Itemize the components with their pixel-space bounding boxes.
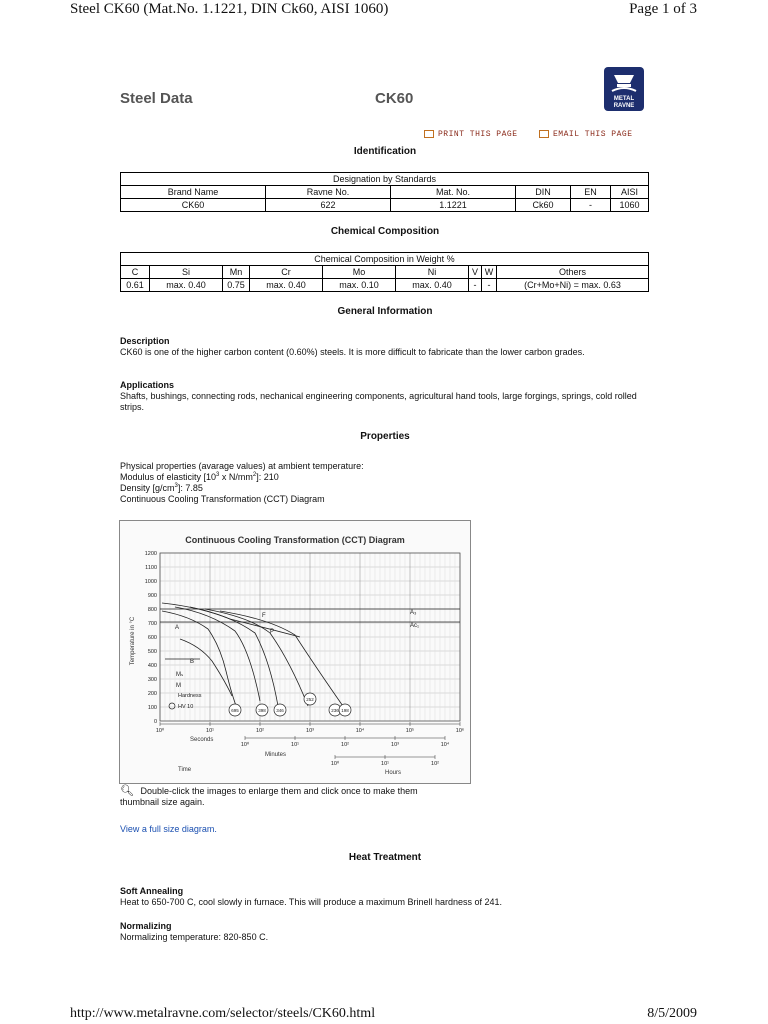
- cct-ylabel: Temperature in °C: [130, 616, 136, 666]
- a3-label: A₃: [410, 610, 417, 616]
- cct-diagram-image[interactable]: [119, 520, 471, 784]
- seconds-label: Seconds: [190, 737, 214, 743]
- full-size-diagram-link[interactable]: View a full size diagram.: [120, 824, 217, 834]
- x-tick-label: 10²: [256, 728, 264, 734]
- elasticity-line: Modulus of elasticity [$10^3$ x $N/mm^2$]: 210: [120, 472, 279, 482]
- applications-block: [120, 380, 650, 413]
- minutes-label: Minutes: [265, 752, 287, 758]
- density-line: Density $[g/cm^3]$: 7.85: [120, 483, 203, 493]
- print-header: [0, 0, 768, 26]
- physical-properties-line: Physical properties (avarage values) at ambient temperature:: [120, 461, 364, 471]
- y-tick-label: 0: [153, 719, 157, 725]
- hardness-label: Hardness: [178, 693, 202, 699]
- print-link[interactable]: PRINT THIS PAGE: [424, 130, 518, 139]
- column-header: Ravne No.: [266, 186, 391, 199]
- column-header: Cr: [250, 266, 323, 279]
- austenite-label: A: [175, 625, 180, 631]
- column-header: AISI: [611, 186, 649, 199]
- pearlite-label: P: [270, 629, 275, 635]
- chemical-table: [120, 252, 649, 292]
- page-number: Page 1 of 3: [629, 1, 697, 17]
- x-tick-label: 10⁰: [330, 761, 340, 767]
- column-header: Si: [150, 266, 223, 279]
- zoom-hint: [120, 786, 450, 808]
- normalizing-label: Normalizing: [120, 921, 172, 931]
- y-tick-label: 700: [147, 621, 157, 627]
- column-header: Mn: [223, 266, 250, 279]
- general-heading: General Information: [337, 306, 433, 317]
- metal-ravne-logo[interactable]: [604, 67, 644, 111]
- cct-caption: Continuous Cooling Transformation (CCT) Diagram: [120, 494, 325, 504]
- column-header: Others: [497, 266, 649, 279]
- y-tick-label: 1200: [144, 551, 157, 557]
- y-tick-label: 500: [147, 649, 157, 655]
- cct-curve: [220, 611, 345, 709]
- table-cell: (Cr+Mo+Ni) = max. 0.63: [497, 279, 649, 292]
- table-caption: Designation by Standards: [121, 173, 649, 186]
- y-tick-label: 800: [147, 607, 157, 613]
- column-header: Brand Name: [121, 186, 266, 199]
- column-header: W: [482, 266, 497, 279]
- soft-annealing-text: Heat to 650-700 C, cool slowly in furnace. This will produce a maximum Brinell hardness of 241.: [120, 897, 503, 907]
- properties-heading: Properties: [360, 431, 410, 442]
- ms-label: Mₛ: [176, 672, 184, 678]
- y-tick-label: 1100: [145, 565, 157, 571]
- hardness-value: 198: [341, 708, 349, 713]
- x-tick-label: 10⁶: [455, 728, 465, 734]
- x-tick-label: 10⁰: [155, 728, 165, 734]
- logo-text-1: METAL: [613, 96, 635, 102]
- applications-text: Shafts, bushings, connecting rods, nechanical engineering components, agricultural hand tools, large forgings, springs, cold rolled strips.: [120, 391, 637, 412]
- table-cell: CK60: [121, 199, 266, 212]
- column-header: DIN: [516, 186, 571, 199]
- y-tick-label: 100: [147, 705, 157, 711]
- table-cell: max. 0.10: [323, 279, 396, 292]
- column-header: C: [121, 266, 150, 279]
- page-heading: Steel Data: [120, 90, 193, 107]
- y-tick-label: 200: [147, 691, 157, 697]
- x-tick-label: 10¹: [291, 742, 299, 748]
- heat-treatment-heading: Heat Treatment: [348, 852, 422, 863]
- table-cell: -: [469, 279, 482, 292]
- x-tick-label: 10⁴: [355, 728, 365, 734]
- zoom-hint-text: Double-click the images to enlarge them and click once to make them thumbnail size again.: [120, 786, 418, 807]
- cct-curve: [175, 607, 260, 701]
- cct-diagram: [120, 521, 470, 783]
- print-date: 8/5/2009: [647, 1006, 697, 1021]
- table-cell: 0.75: [223, 279, 250, 292]
- description-block: [120, 336, 650, 358]
- table-caption: Chemical Composition in Weight %: [121, 253, 649, 266]
- hardness-value: 695: [231, 708, 239, 713]
- table-cell: 1060: [611, 199, 649, 212]
- x-tick-label: 10²: [341, 742, 349, 748]
- hardness-value: 236: [331, 708, 339, 713]
- table-cell: Ck60: [516, 199, 571, 212]
- chemical-heading: Chemical Composition: [330, 226, 440, 237]
- column-header: EN: [571, 186, 611, 199]
- table-cell: max. 0.40: [396, 279, 469, 292]
- hardness-value: 252: [306, 697, 314, 702]
- column-header: Mat. No.: [391, 186, 516, 199]
- table-cell: 1.1221: [391, 199, 516, 212]
- email-link[interactable]: EMAIL THIS PAGE: [539, 130, 633, 139]
- table-cell: 0.61: [121, 279, 150, 292]
- table-cell: max. 0.40: [150, 279, 223, 292]
- identification-table: [120, 172, 649, 212]
- cct-curve: [205, 609, 308, 706]
- x-tick-label: 10⁵: [405, 728, 415, 734]
- y-tick-label: 600: [147, 635, 157, 641]
- x-tick-label: 10⁴: [440, 742, 450, 748]
- x-tick-label: 10⁰: [240, 742, 250, 748]
- x-tick-label: 10³: [391, 742, 399, 748]
- identification-heading: Identification: [353, 146, 417, 157]
- logo-text-2: RAVNE: [613, 103, 635, 109]
- table-cell: max. 0.40: [250, 279, 323, 292]
- ferrite-label: F: [262, 613, 266, 619]
- time-label: Time: [178, 767, 192, 773]
- steel-grade: CK60: [375, 90, 414, 107]
- x-tick-label: 10²: [431, 761, 439, 767]
- page-url: http://www.metalravne.com/selector/steels/CK60.html: [70, 1006, 376, 1021]
- column-header: Ni: [396, 266, 469, 279]
- cct-curve: [180, 639, 232, 696]
- ac1-label: Ac₁: [410, 623, 420, 629]
- bainite-label: B: [190, 659, 195, 665]
- column-header: Mo: [323, 266, 396, 279]
- y-tick-label: 1000: [144, 579, 157, 585]
- hv-label: HV 10: [178, 704, 194, 710]
- y-tick-label: 400: [147, 663, 157, 669]
- envelope-icon: [539, 130, 549, 138]
- normalizing-block: [120, 921, 650, 943]
- table-cell: 622: [266, 199, 391, 212]
- y-tick-label: 900: [147, 593, 157, 599]
- x-tick-label: 10³: [306, 728, 314, 734]
- hardness-value: 398: [258, 708, 266, 713]
- description-text: CK60 is one of the higher carbon content (0.60%) steels. It is more difficult to fabricate than the lower carbon grades.: [120, 347, 585, 357]
- printer-icon: [424, 130, 434, 138]
- document-title: Steel CK60 (Mat.No. 1.1221, DIN Ck60, AISI 1060): [70, 1, 389, 17]
- hardness-value: 346: [276, 708, 284, 713]
- magnifier-icon: 🔍︎: [120, 785, 134, 797]
- table-cell: -: [571, 199, 611, 212]
- table-cell: -: [482, 279, 497, 292]
- soft-annealing-block: [120, 886, 650, 908]
- description-label: Description: [120, 336, 170, 346]
- properties-block: [120, 461, 650, 505]
- x-tick-label: 10¹: [381, 761, 389, 767]
- hours-label: Hours: [385, 770, 402, 776]
- soft-annealing-label: Soft Annealing: [120, 886, 184, 896]
- y-tick-label: 300: [147, 677, 157, 683]
- normalizing-text: Normalizing temperature: 820-850 C.: [120, 932, 269, 942]
- logo-emblem-icon: [604, 69, 644, 99]
- cct-title: Continuous Cooling Transformation (CCT) Diagram: [185, 535, 405, 545]
- column-header: V: [469, 266, 482, 279]
- applications-label: Applications: [120, 380, 175, 390]
- x-tick-label: 10¹: [206, 728, 214, 734]
- martensite-label: M: [176, 683, 181, 689]
